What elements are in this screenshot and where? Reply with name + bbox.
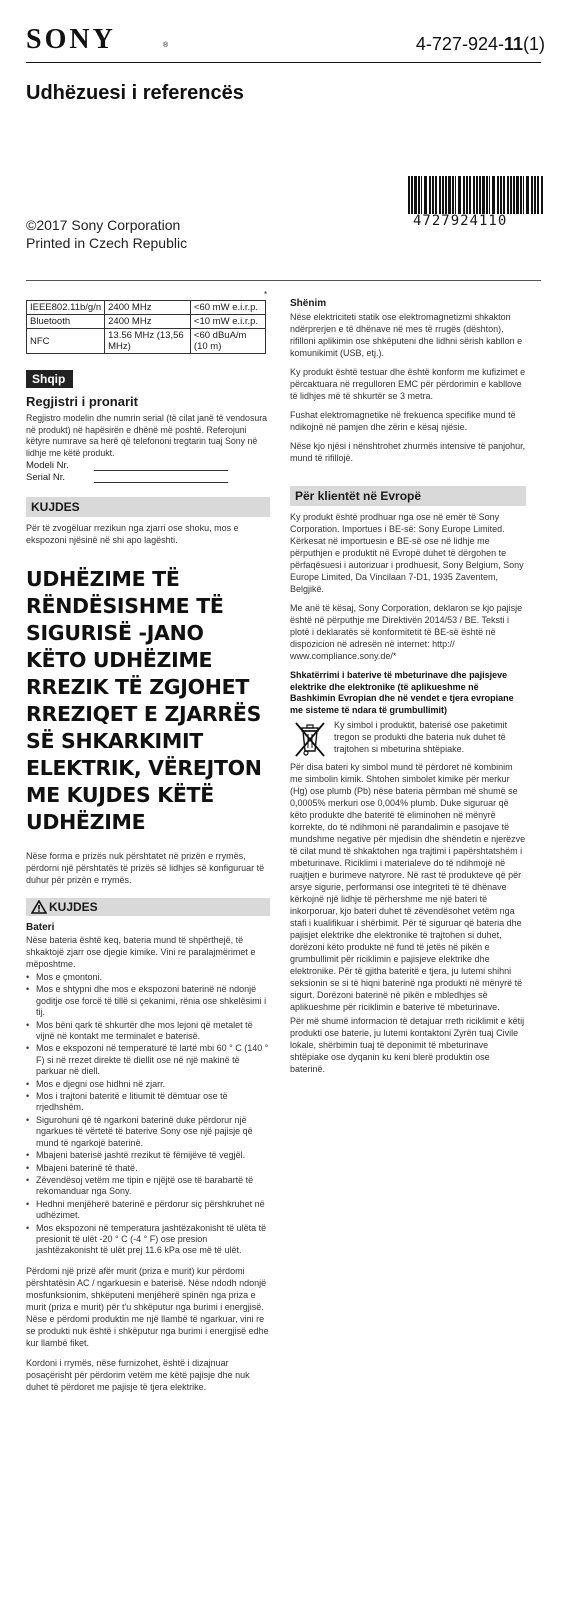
barcode-bar: [458, 176, 461, 214]
important-safety-heading: UDHËZIME TË RËNDËSISHME TË SIGURISË -JANO KËTO UDHËZIME RREZIK TË ZGJOHET RREZIQET E ZJARRËS SË SHKARKIMIT ELEKTRIK, VËREJTON ME KUJDES KËTË UDHËZIME: [26, 567, 262, 834]
barcode-bar: [463, 176, 465, 214]
document-number-revision: 11: [503, 34, 523, 54]
crossed-out-bin-icon: [290, 719, 330, 759]
barcode-bar: [418, 176, 420, 214]
table-cell: 2400 MHz: [105, 301, 191, 315]
barcode-bar: [476, 176, 478, 214]
barcode-bar: [523, 176, 524, 214]
table-cell: 2400 MHz: [105, 315, 191, 329]
caution-text: Për të zvogëluar rrezikun nga zjarri ose shoku, mos e ekspozoni njësinë në shi apo lagështi.: [26, 523, 239, 545]
barcode-bar: [411, 176, 413, 214]
barcode-bar: [492, 176, 495, 214]
caution-battery-title: KUJDES: [49, 900, 98, 914]
document-number: [416, 34, 545, 55]
list-item: • Sigurohuni që të ngarkoni baterinë duke përdorur një ngarkues të vërtetë të baterive Sony ose një pajisje që mund të ngarkojë baterinë.: [26, 1115, 270, 1149]
barcode-bar: [473, 176, 475, 214]
table-cell: Bluetooth: [27, 315, 105, 329]
model-number-blank: [94, 462, 228, 471]
list-item: • Hedhni menjëherë baterinë e përdorur siç përshkruhet në udhëzimet.: [26, 1199, 270, 1222]
header-rule: [26, 62, 541, 63]
barcode-bar: [435, 176, 437, 214]
list-item: • Mos e djegni ose hidhni në zjarr.: [26, 1079, 270, 1090]
radio-spec-table: [26, 300, 266, 354]
list-item: • Mos bëni qark të shkurtër dhe mos lejoni që metalet të vijnë në kontakt me terminalet e baterisë.: [26, 1020, 270, 1043]
registered-mark: ®: [163, 42, 169, 49]
asterisk-note: *: [264, 290, 268, 299]
barcode-bar: [497, 176, 499, 214]
model-number-field: [26, 460, 270, 471]
barcode-bar: [510, 176, 512, 214]
list-item: • Mos e shtypni dhe mos e ekspozoni baterinë në ndonjë goditje ose forcë të tillë si çekanimi, rënia ose shkelësimi i tij.: [26, 984, 270, 1018]
barcode-number: 4727924110: [413, 213, 508, 229]
barcode-bar: [482, 176, 485, 214]
sony-logo: SONY: [26, 24, 116, 55]
europe-heading: Për klientët në Evropë: [290, 486, 526, 506]
barcode-bar: [513, 176, 515, 214]
europe-paragraph: Ky produkt është prodhuar nga ose në emër të Sony Corporation. Importues i BE-së: Sony Europe Limited. Kërkesat në importuesin e BE-së ose në lidhje me përputhjen e produktit në Evropë duhet të dërgohen te përfaqësuesi i autorizuar i prodhuesit, Sony Belgium, Sony Europe Limited, Da Vincilaan 7-D1, 1935 Zaventem, Belgjikë.: [290, 512, 524, 594]
list-item: • Mos i trajtoni bateritë e litiumit të dëmtuar ose të rrjedhshëm.: [26, 1091, 270, 1114]
list-item: • Mbajeni baterinë të thatë.: [26, 1163, 270, 1174]
table-cell: NFC: [27, 329, 105, 354]
table-cell: <10 mW e.i.r.p.: [190, 315, 265, 329]
printed-in-line: Printed in Czech Republic: [26, 235, 188, 251]
barcode-bar: [516, 176, 519, 214]
battery-intro: Nëse bateria është keq, bateria mund të shpërthejë, të shkaktojë zjarr ose djegie kimike. Vini re paralajmërimet e mëposhtme.: [26, 935, 256, 969]
list-item: • Mos e çmontoni.: [26, 972, 270, 983]
note-paragraph: Fushat elektromagnetike në frekuenca specifike mund të ndikojnë në pamjen dhe zërin e kësaj njësie.: [290, 410, 516, 432]
ac-adapter-text: Përdomi një prizë afër murit (priza e murit) kur përdomi përshtatësin AC / ngarkuesin e baterisë. Nëse ndodh ndonjë mosfunksionim, shkëputeni menjëherë spinën nga priza e murit (priza e murit) për t'u shkëputur nga burimi i energjisë. Nëse e përdomi produktin me një llambë të ngarkuar, vini re se produkti nuk është i shkëputur nga burimi i energjisë edhe kur llambë fiket.: [26, 1265, 269, 1348]
table-cell: <60 dBuA/m (10 m): [190, 329, 265, 354]
language-badge: Shqip: [26, 370, 73, 388]
table-row: [27, 329, 266, 354]
table-row: [27, 301, 266, 315]
owner-record-heading: Regjistri i pronarit: [26, 394, 138, 409]
battery-warning-list: [26, 972, 270, 1257]
barcode-bar: [439, 176, 441, 214]
barcode-bar: [408, 176, 410, 214]
disposal-paragraph: Për disa bateri ky simbol mund të përdoret në kombinim me simbolin kimik. Shtohen simbolet kimike për merkur (Hg) ose plumb (Pb) nëse bateria përmban më shumë se 0,0005% merkuri ose 0,004% plumb. Duke siguruar që këto produkte dhe bateritë të eliminohen në mënyrë korrekte, do të ndihmoni në parandalimin e pasojave të mundshme negative për mjedisin dhe shëndetin e njerëzve të cilat mund të shkaktohen nga trajtimi i papërshtatshëm i mbeturinave. Riciklimi i materialeve do të ndihmojë në ruajtjen e burimeve natyrore. Në rast të produkteve që për arsye sigurie, performansi ose integriteti të të dhënave kërkojnë një lidhje të përhershme me një bateri të inkorporuar, kjo bateri duhet të zëvendësohet vetëm nga stafi i kualifikuar i shërbimit. Për të siguruar që bateria dhe pajisjet elektrike dhe elektronike të trajtohen si duhet, dorëzoni këto produkte në fund të jetës në pikën e grumbullimit për riciklimin e pajisjeve elektrike dhe elektronike. Për të gjitha bateritë e tjera, ju lutemi shihni seksionin se si të hiqni baterinë nga produkti në mënyrë të sigurt. Dorëzoni baterinë në pikën e mbledhjes së aplikueshme për riciklimin e baterive të mbeturinave.: [290, 762, 526, 1012]
serial-number-label: Serial Nr.: [26, 472, 66, 483]
note-paragraph: Ky produkt është testuar dhe është konform me kufizimet e përcaktuara në rregulloren EMC për përdorimin e kabllove të lidhjes më të shkurtër se 3 metra.: [290, 367, 526, 401]
note-paragraph: Nëse kjo njësi i nënshtrohet zhurmës intensive të panjohur, mund të rifillojë.: [290, 441, 526, 463]
barcode-bar: [500, 176, 502, 214]
list-item: • Zëvendësoj vetëm me tipin e njëjtë ose të barabartë të rekomanduar nga Sony.: [26, 1175, 270, 1198]
section-rule: [26, 280, 541, 281]
barcode-bar: [466, 176, 468, 214]
right-column: [290, 298, 526, 1075]
document-number-prefix: 4-727-924-: [415, 34, 504, 54]
disposal-symbol-row: [290, 719, 526, 759]
list-item: • Mbajeni baterisë jashtë rrezikut të fëmijëve të vegjël.: [26, 1150, 270, 1161]
barcode-bar: [448, 176, 451, 214]
disposal-symbol-text: Ky simbol i produktit, baterisë ose paketimit tregon se produkti dhe bateria nuk duhet të trajtohen si mbeturina shtëpiake.: [334, 720, 508, 754]
barcode-bar: [424, 176, 427, 214]
barcode-bar: [526, 176, 529, 214]
barcode-image: [408, 176, 546, 214]
serial-number-field: [26, 472, 270, 483]
plug-adapter-text: Nëse forma e prizës nuk përshtatet në prizën e rrymës, përdorni një përshtatës të prizës së lidhjes së konfiguruar të duhur për prizën e rrymës.: [26, 851, 265, 885]
disposal-paragraph: Për më shumë informacion të detajuar rreth riciklimit e këtij produkti ose baterie, ju lutemi kontaktoni Zyrën tuaj Civile lokale, shërbimin tuaj të deponimit të mbeturinave shtëpiake ose dyqanin ku keni blerë produktin ose baterinë.: [290, 1016, 525, 1074]
barcode-bar: [489, 176, 490, 214]
barcode-bar: [429, 176, 431, 214]
barcode-bar: [537, 176, 539, 214]
barcode-bar: [507, 176, 509, 214]
copyright-line: ©2017 Sony Corporation: [26, 217, 181, 233]
caution-heading: KUJDES: [26, 497, 270, 517]
table-cell: 13.56 MHz (13,56 MHz): [105, 329, 191, 354]
barcode-bar: [432, 176, 434, 214]
barcode-bar: [469, 176, 471, 214]
document-number-suffix: (1): [523, 34, 545, 54]
note-heading: Shënim: [290, 298, 327, 309]
barcode-bar: [414, 176, 417, 214]
power-cord-text: Kordoni i rrymës, nëse furnizohet, është i dizajnuar posaçërisht për përdorim vetëm me këtë pajisje dhe nuk duhet të përdoret me pajisje të tjera elektrike.: [26, 1357, 250, 1392]
table-cell: IEEE802.11b/g/n: [27, 301, 105, 315]
barcode-bar: [421, 176, 422, 214]
warning-triangle-icon: [31, 900, 47, 914]
barcode-bar: [520, 176, 522, 214]
barcode-bar: [531, 176, 533, 214]
model-number-label: Modeli Nr.: [26, 460, 69, 471]
barcode-bar: [541, 176, 543, 214]
table-row: [27, 315, 266, 329]
copyright-block: [26, 216, 187, 252]
disposal-heading: Shkatërrimi i baterive të mbeturinave dhe pajisjeve elektrike dhe elektronike (të aplikueshme në Bashkimin Evropian dhe në vendet e tjera evropiane me sisteme të ndara të grumbullimit): [290, 670, 514, 715]
barcode-bar: [534, 176, 536, 214]
barcode-bar: [445, 176, 447, 214]
owner-record-text: Regjistro modelin dhe numrin serial (të cilat janë të vendosura në produkt) në hapësirën e dhënë më poshtë. Referojuni këtyre numrave sa herë që telefononi tregtarin tuaj Sony në lidhje me këtë produkt.: [26, 413, 268, 458]
europe-paragraph: Me anë të kësaj, Sony Corporation, deklaron se kjo pajisje është në përputhje me Direktivën 2014/53 / BE. Teksti i plotë i deklaratës së konformitetit të BE-së është në dispozicion në adresën në internet: http:// www.compliance.sony.de/*: [290, 603, 523, 661]
barcode-bar: [479, 176, 481, 214]
barcode-bar: [442, 176, 444, 214]
barcode-bar: [452, 176, 454, 214]
serial-number-blank: [94, 474, 228, 483]
barcode-bar: [503, 176, 505, 214]
list-item: • Mos e ekspozoni në temperaturë të lartë mbi 60 ° C (140 ° F) si në rrezet direkte të diellit ose në një makinë të parkuar në diell.: [26, 1043, 270, 1077]
battery-heading: Bateri: [26, 922, 55, 933]
barcode-bar: [486, 176, 488, 214]
note-paragraph: Nëse elektriciteti statik ose elektromagnetizmi shkakton ndërprerjen e të dhënave në mes të rrugës (dështon), rifilloni aplikimin ose shkëputeni dhe lidhni sërish kabllon e komunikimit (USB, etj.).: [290, 312, 523, 358]
page-title: Udhëzuesi i referencës: [26, 82, 244, 104]
barcode-bar: [455, 176, 456, 214]
list-item: • Mos ekspozoni në temperatura jashtëzakonisht të ulëta të presionit të ulët -20 ° C (-4 ° F) ose presion jashtëzakonisht të ulët prej 11.6 kPa ose më të ulët.: [26, 1223, 270, 1257]
table-cell: <60 mW e.i.r.p.: [190, 301, 265, 315]
caution-battery-heading: [26, 898, 270, 916]
left-column: [26, 300, 270, 1393]
